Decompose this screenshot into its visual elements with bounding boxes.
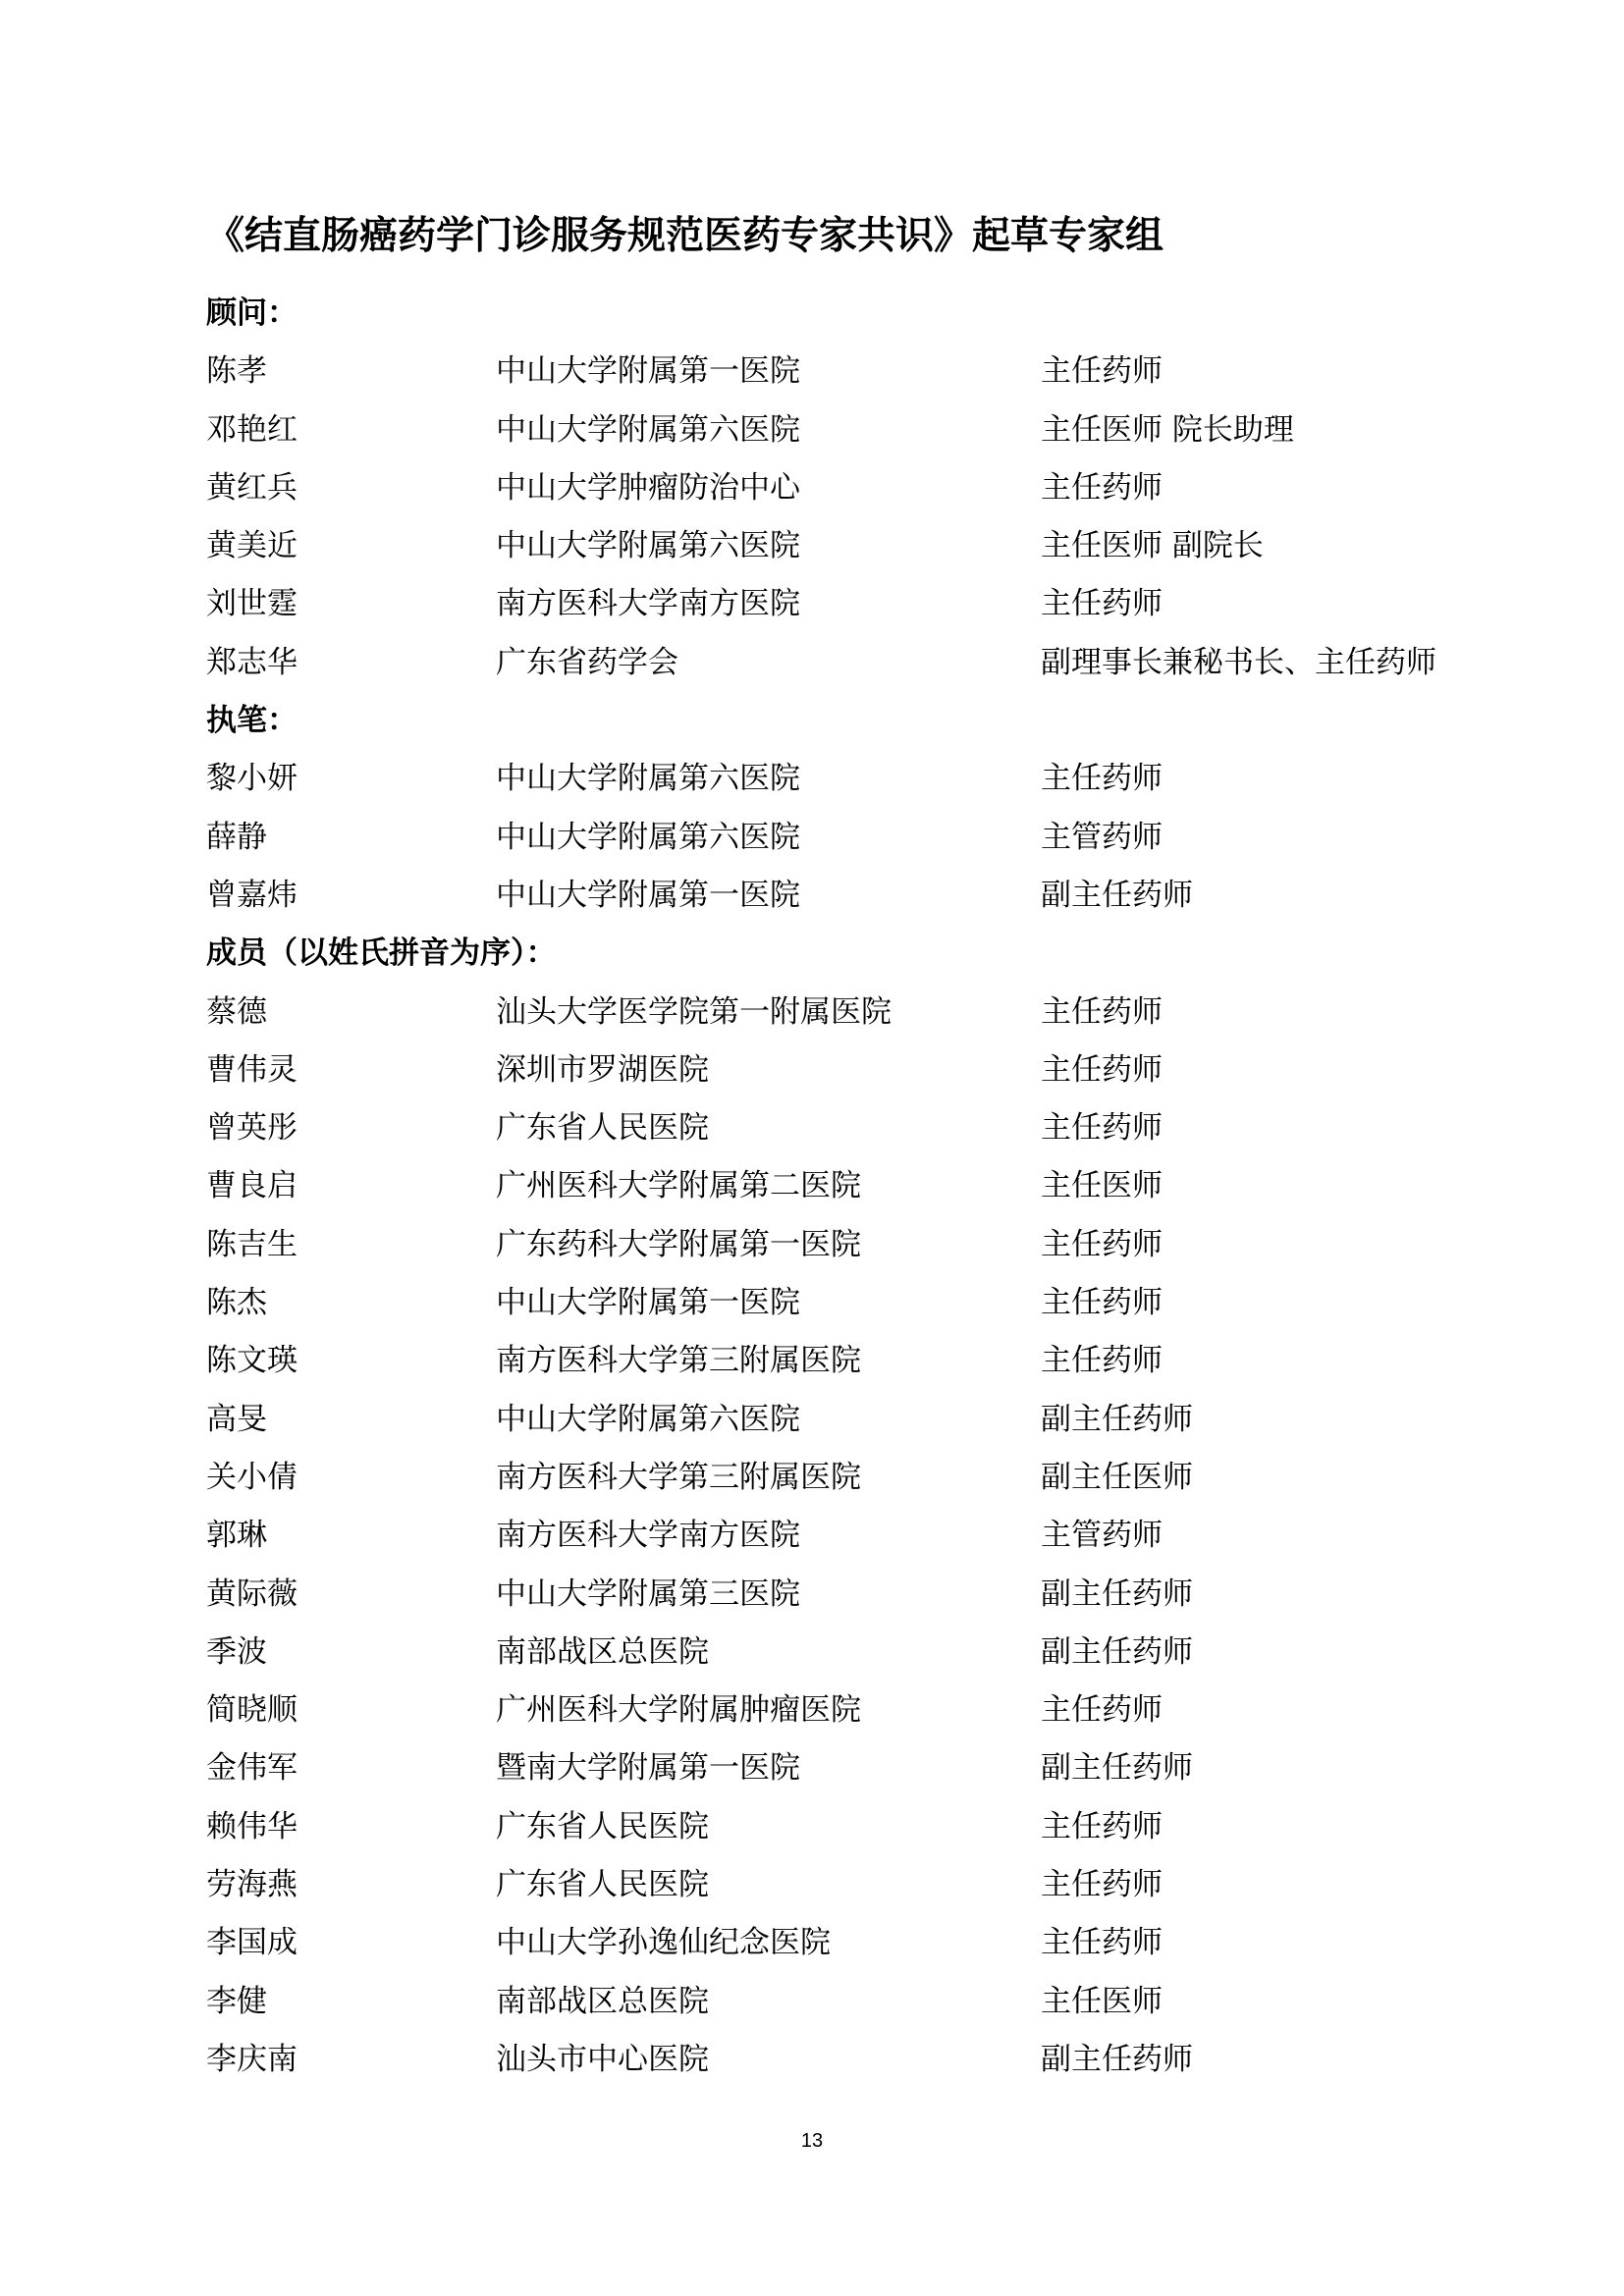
member-name: 刘世霆 — [206, 586, 298, 622]
member-row — [206, 1099, 1483, 1157]
member-organization: 暨南大学附属第一医院 — [496, 1750, 800, 1787]
member-title: 主任医师 — [1041, 1983, 1163, 2019]
member-name: 李健 — [206, 1983, 267, 2019]
member-organization: 中山大学附属第六医院 — [496, 1401, 800, 1437]
member-row — [206, 1682, 1483, 1739]
member-organization: 广东省人民医院 — [496, 1808, 709, 1844]
member-name: 劳海燕 — [206, 1867, 298, 1903]
member-name: 曹伟灵 — [206, 1051, 298, 1088]
member-organization: 中山大学肿瘤防治中心 — [496, 469, 800, 506]
member-row — [206, 1274, 1483, 1332]
member-row — [206, 1624, 1483, 1682]
expert-list — [206, 285, 1483, 2089]
member-row — [206, 1566, 1483, 1624]
member-name: 季波 — [206, 1633, 267, 1670]
member-title: 主任药师 — [1041, 1343, 1163, 1379]
member-title: 副主任药师 — [1041, 877, 1193, 913]
member-organization: 中山大学附属第六医院 — [496, 411, 800, 448]
member-title: 主任药师 — [1041, 1808, 1163, 1844]
member-organization: 广州医科大学附属第二医院 — [496, 1168, 861, 1204]
member-title: 主任药师 — [1041, 1051, 1163, 1088]
member-row — [206, 1332, 1483, 1390]
member-organization: 中山大学附属第一医院 — [496, 353, 800, 390]
member-name: 曾英彤 — [206, 1110, 298, 1147]
member-name: 黄际薇 — [206, 1575, 298, 1612]
member-name: 陈吉生 — [206, 1226, 298, 1262]
member-name: 陈杰 — [206, 1285, 267, 1321]
member-row — [206, 1391, 1483, 1449]
member-title: 主任药师 — [1041, 1285, 1163, 1321]
member-name: 关小倩 — [206, 1459, 298, 1495]
member-title: 主任药师 — [1041, 1925, 1163, 1961]
section-heading: 顾问： — [206, 295, 298, 331]
member-name: 黄红兵 — [206, 469, 298, 506]
member-name: 金伟军 — [206, 1750, 298, 1787]
member-row — [206, 867, 1483, 925]
member-name: 黎小妍 — [206, 761, 298, 797]
page-title: 《结直肠癌药学门诊服务规范医药专家共识》起草专家组 — [206, 213, 1164, 258]
member-name: 高旻 — [206, 1401, 267, 1437]
member-name: 简晓顺 — [206, 1692, 298, 1729]
member-row — [206, 1973, 1483, 2031]
member-title: 副理事长兼秘书长、主任药师 — [1041, 644, 1436, 680]
member-name: 邓艳红 — [206, 411, 298, 448]
member-organization: 中山大学附属第一医院 — [496, 877, 800, 913]
member-row — [206, 1449, 1483, 1507]
member-name: 郑志华 — [206, 644, 298, 680]
member-name: 薛静 — [206, 819, 267, 855]
member-row — [206, 1856, 1483, 1914]
member-organization: 南部战区总医院 — [496, 1633, 709, 1670]
member-organization: 汕头大学医学院第一附属医院 — [496, 993, 892, 1030]
member-row — [206, 1507, 1483, 1565]
member-row — [206, 809, 1483, 867]
member-title: 主任医师 院长助理 — [1041, 411, 1294, 448]
member-title: 主任药师 — [1041, 1110, 1163, 1147]
member-name: 郭琳 — [206, 1518, 267, 1554]
member-title: 副主任药师 — [1041, 1401, 1193, 1437]
member-organization: 广东药科大学附属第一医院 — [496, 1226, 861, 1262]
member-title: 主任药师 — [1041, 761, 1163, 797]
member-row — [206, 1216, 1483, 1274]
member-organization: 汕头市中心医院 — [496, 2041, 709, 2077]
member-name: 李庆南 — [206, 2041, 298, 2077]
member-row — [206, 401, 1483, 459]
member-organization: 广州医科大学附属肿瘤医院 — [496, 1692, 861, 1729]
member-name: 赖伟华 — [206, 1808, 298, 1844]
member-title: 副主任药师 — [1041, 1575, 1193, 1612]
member-title: 副主任药师 — [1041, 1633, 1193, 1670]
member-title: 主管药师 — [1041, 819, 1163, 855]
member-title: 主任医师 — [1041, 1168, 1163, 1204]
member-organization: 南部战区总医院 — [496, 1983, 709, 2019]
member-organization: 中山大学孙逸仙纪念医院 — [496, 1925, 831, 1961]
member-title: 主任药师 — [1041, 586, 1163, 622]
member-title: 主任药师 — [1041, 1226, 1163, 1262]
member-title: 主管药师 — [1041, 1518, 1163, 1554]
member-row — [206, 459, 1483, 517]
section-heading: 成员（以姓氏拼音为序）： — [206, 935, 557, 972]
member-row — [206, 1157, 1483, 1215]
member-row — [206, 984, 1483, 1041]
member-row — [206, 2031, 1483, 2089]
member-organization: 中山大学附属第六医院 — [496, 819, 800, 855]
member-organization: 广东省药学会 — [496, 644, 678, 680]
member-row — [206, 343, 1483, 400]
member-row — [206, 1798, 1483, 1856]
member-title: 副主任医师 — [1041, 1459, 1193, 1495]
member-name: 曹良启 — [206, 1168, 298, 1204]
member-row — [206, 1739, 1483, 1797]
member-row — [206, 517, 1483, 575]
member-organization: 南方医科大学第三附属医院 — [496, 1459, 861, 1495]
member-row — [206, 575, 1483, 633]
member-title: 主任药师 — [1041, 1867, 1163, 1903]
member-name: 陈孝 — [206, 353, 267, 390]
member-name: 陈文瑛 — [206, 1343, 298, 1379]
member-row — [206, 1914, 1483, 1972]
member-organization: 中山大学附属第一医院 — [496, 1285, 800, 1321]
member-row — [206, 634, 1483, 692]
member-title: 主任药师 — [1041, 469, 1163, 506]
member-name: 蔡德 — [206, 993, 267, 1030]
member-organization: 南方医科大学南方医院 — [496, 586, 800, 622]
member-organization: 中山大学附属第六医院 — [496, 761, 800, 797]
member-title: 主任药师 — [1041, 353, 1163, 390]
member-title: 主任药师 — [1041, 1692, 1163, 1729]
member-title: 副主任药师 — [1041, 2041, 1193, 2077]
member-organization: 中山大学附属第三医院 — [496, 1575, 800, 1612]
member-name: 李国成 — [206, 1925, 298, 1961]
member-row — [206, 1041, 1483, 1099]
member-organization: 广东省人民医院 — [496, 1867, 709, 1903]
member-title: 主任药师 — [1041, 993, 1163, 1030]
member-organization: 南方医科大学南方医院 — [496, 1518, 800, 1554]
member-title: 副主任药师 — [1041, 1750, 1193, 1787]
section-heading: 执笔： — [206, 703, 298, 739]
member-organization: 南方医科大学第三附属医院 — [496, 1343, 861, 1379]
member-name: 曾嘉炜 — [206, 877, 298, 913]
member-organization: 中山大学附属第六医院 — [496, 528, 800, 564]
member-name: 黄美近 — [206, 528, 298, 564]
page-number: 13 — [800, 2130, 824, 2152]
member-title: 主任医师 副院长 — [1041, 528, 1264, 564]
member-organization: 深圳市罗湖医院 — [496, 1051, 709, 1088]
member-row — [206, 750, 1483, 808]
member-organization: 广东省人民医院 — [496, 1110, 709, 1147]
